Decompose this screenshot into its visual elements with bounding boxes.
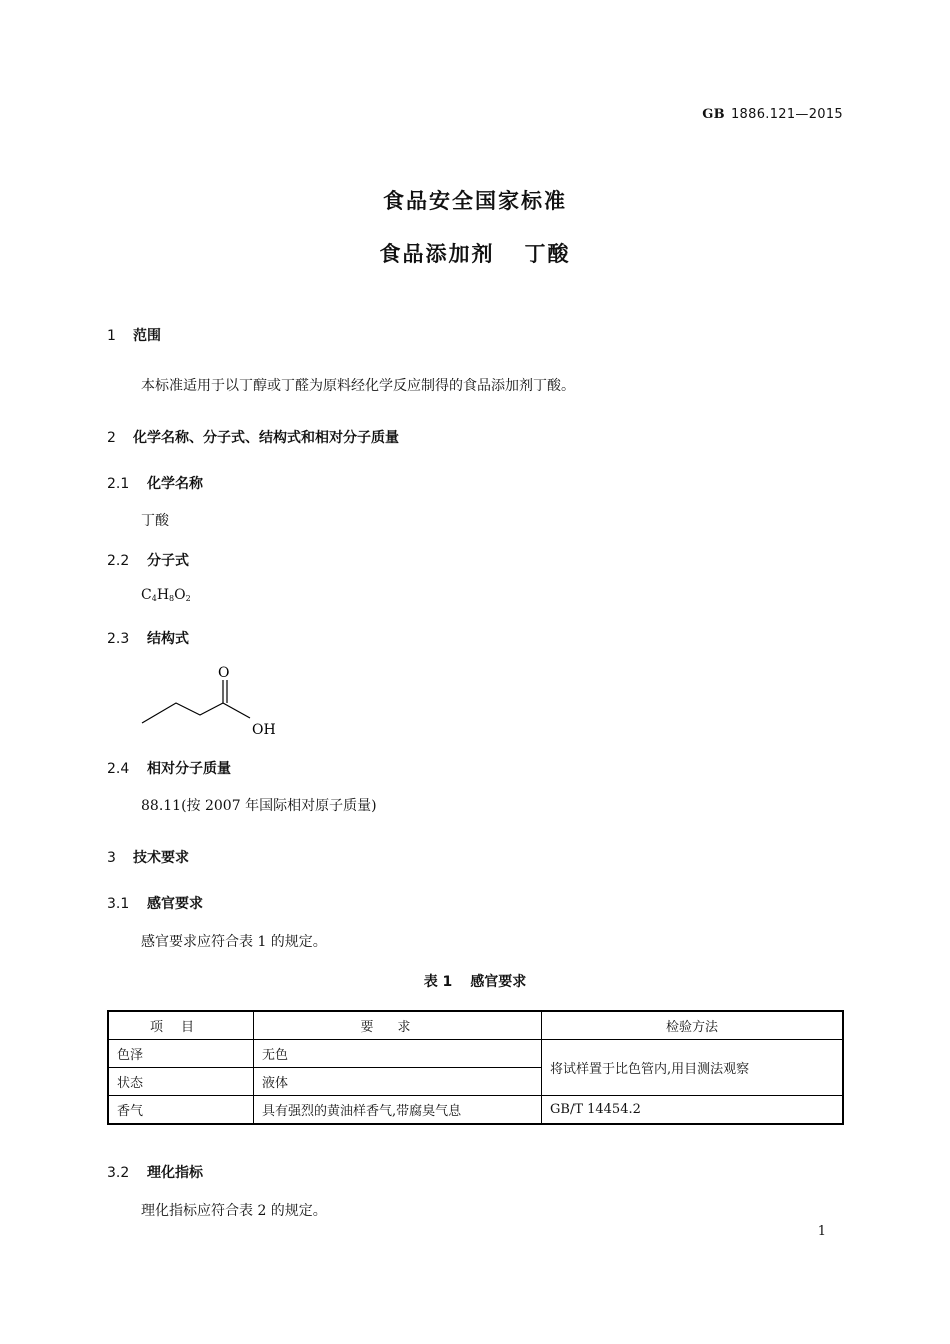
table-cell-item: 色泽 <box>108 1040 254 1068</box>
table-caption: 表 1 感官要求 <box>423 974 527 990</box>
section-heading-2-4: 2.4 相对分子质量 <box>107 761 231 777</box>
document-title: 食品安全国家标准 <box>383 189 567 213</box>
table-cell-requirement: 液体 <box>254 1068 542 1096</box>
section-heading-2: 2 化学名称、分子式、结构式和相对分子质量 <box>107 430 399 446</box>
chemical-name: 丁酸 <box>141 513 169 529</box>
table-row <box>108 1040 843 1068</box>
subtitle-part-a: 食品添加剂 <box>379 242 495 266</box>
section-heading-2-3: 2.3 结构式 <box>107 631 189 647</box>
standard-code: 1886.121—2015 <box>730 107 843 122</box>
table-cell-method-merged: 将试样置于比色管内,用目测法观察 <box>542 1040 844 1096</box>
section-3-2-text: 理化指标应符合表 2 的规定。 <box>141 1203 327 1219</box>
standard-prefix: GB <box>702 107 725 122</box>
section-heading-1: 1 范围 <box>107 328 161 344</box>
section-heading-2-2: 2.2 分子式 <box>107 553 189 569</box>
table-header-method: 检验方法 <box>542 1011 844 1040</box>
subtitle-part-b: 丁酸 <box>524 242 571 266</box>
section-heading-2-1: 2.1 化学名称 <box>107 476 203 492</box>
table-cell-method: GB/T 14454.2 <box>542 1096 844 1125</box>
oxygen-label: O <box>218 665 230 681</box>
standard-number <box>702 107 843 122</box>
table-cell-requirement: 无色 <box>254 1040 542 1068</box>
table-cell-requirement: 具有强烈的黄油样香气,带腐臭气息 <box>254 1096 542 1125</box>
molecular-mass: 88.11(按 2007 年国际相对原子质量) <box>141 798 377 814</box>
document-subtitle <box>0 238 950 268</box>
table-cell-item: 香气 <box>108 1096 254 1125</box>
structural-formula <box>130 660 300 745</box>
table-header-requirement: 要求 <box>254 1011 542 1040</box>
section-heading-3-1: 3.1 感官要求 <box>107 896 203 912</box>
section-3-1-text: 感官要求应符合表 1 的规定。 <box>141 934 327 950</box>
section-heading-3: 3 技术要求 <box>107 850 189 866</box>
page-number: 1 <box>817 1224 826 1239</box>
sensory-requirements-table <box>107 1010 844 1125</box>
section-1-text: 本标准适用于以丁醇或丁醛为原料经化学反应制得的食品添加剂丁酸。 <box>141 378 575 394</box>
table-header-item: 项目 <box>108 1011 254 1040</box>
table-header-row <box>108 1011 843 1040</box>
hydroxyl-label: OH <box>252 722 276 738</box>
molecular-formula: $C_4H_8O_2$ <box>141 587 191 603</box>
section-heading-3-2: 3.2 理化指标 <box>107 1165 203 1181</box>
table-row <box>108 1096 843 1125</box>
table-cell-item: 状态 <box>108 1068 254 1096</box>
